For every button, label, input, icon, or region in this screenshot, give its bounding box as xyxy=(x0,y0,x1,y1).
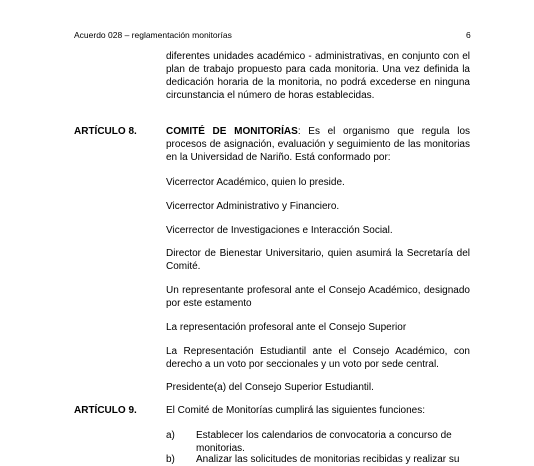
committee-member: Vicerrector de Investigaciones e Interacción Social. xyxy=(166,225,393,236)
committee-member: Vicerrector Académico, quien lo preside. xyxy=(166,177,345,188)
committee-member: La representación profesoral ante el Consejo Superior xyxy=(166,322,407,333)
function-letter: a) xyxy=(166,430,175,441)
committee-member: La Representación Estudiantil ante el Consejo Académico, con derecho a un voto por seccionales y un voto por sede central. xyxy=(166,346,470,370)
article-8-label: ARTÍCULO 8. xyxy=(74,126,137,137)
committee-member: Presidente(a) del Consejo Superior Estudiantil. xyxy=(166,382,374,393)
article-9-text: El Comité de Monitorías cumplirá las siguientes funciones: xyxy=(166,405,426,416)
function-text: Establecer los calendarios de convocatoria a concurso de monitorias. xyxy=(196,430,452,454)
article-8-title: COMITÉ DE MONITORÍAS xyxy=(166,126,298,137)
intro-paragraph: diferentes unidades académico - administrativas, en conjunto con el plan de trabajo propuesto para cada monitoria. Una vez definida la dedicación horaria de la monitoria, no podrá excederse en ninguna circunstancia el número de horas establecidas. xyxy=(166,51,470,101)
committee-member: Vicerrector Administrativo y Financiero. xyxy=(166,201,340,212)
document-header: Acuerdo 028 – reglamentación monitorías xyxy=(74,30,232,40)
function-letter: b) xyxy=(166,454,175,465)
article-8-text: : Es el organismo que regula los procesos de asignación, evaluación y seguimiento de las monitorias en la Universidad de Nariño. Está conformado por: xyxy=(166,126,471,163)
article-8-paragraph xyxy=(166,125,470,164)
committee-member: Director de Bienestar Universitario, quien asumirá la Secretaría del Comité. xyxy=(166,248,470,272)
committee-member: Un representante profesoral ante el Consejo Académico, designado por este estamento xyxy=(166,285,470,309)
article-9-label: ARTÍCULO 9. xyxy=(74,405,137,416)
page-number: 6 xyxy=(466,30,471,40)
function-text: Analizar las solicitudes de monitorias recibidas y realizar su xyxy=(196,454,460,465)
